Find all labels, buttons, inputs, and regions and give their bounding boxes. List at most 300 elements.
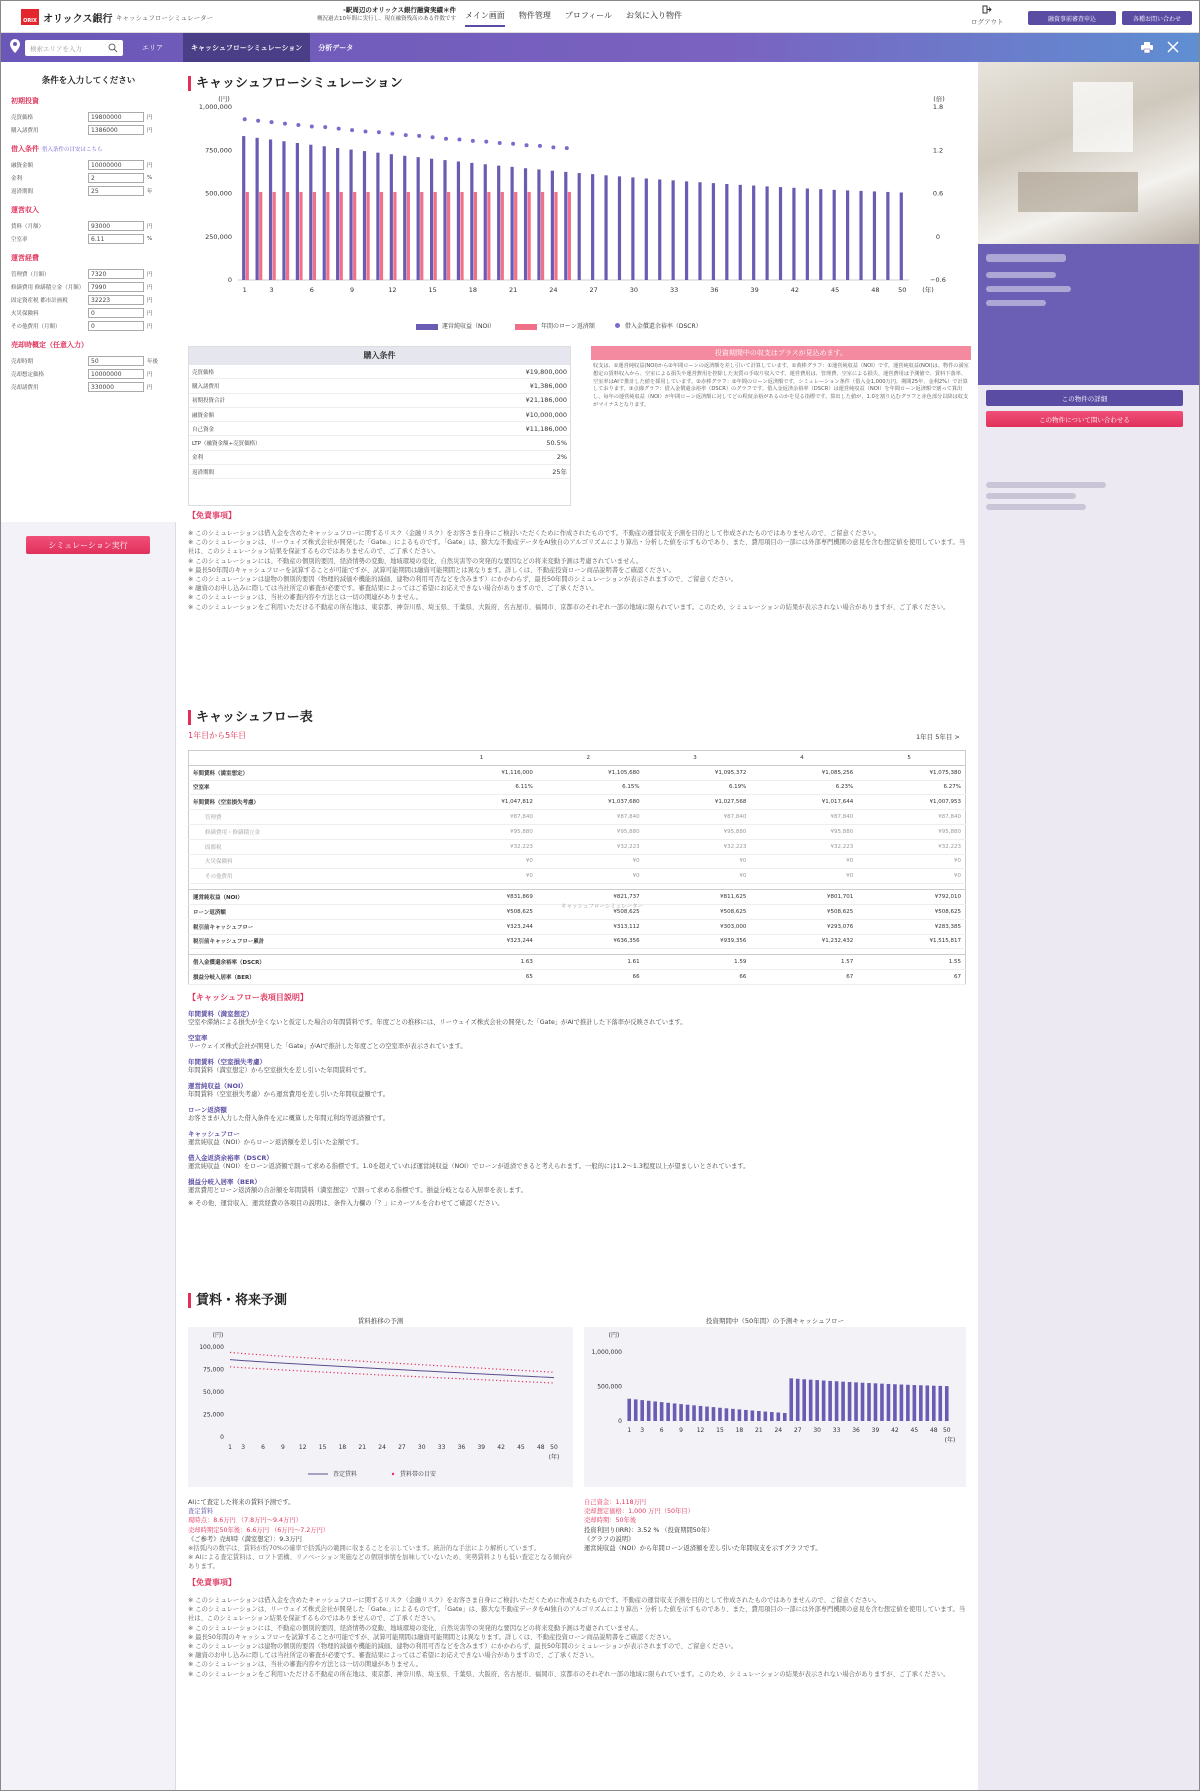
form-section-label: 運営収入 <box>11 206 39 214</box>
rent-x-unit: (年) <box>548 1454 560 1461</box>
orix-logo-mark: ORIX <box>21 9 39 25</box>
noi-bar <box>551 171 554 280</box>
rent-text-1: 査定賃料 <box>188 1508 214 1516</box>
cf50-bar <box>848 1382 852 1421</box>
tab-analysis-data[interactable]: 分析データ <box>318 44 354 52</box>
y2-tick-label: 0.6 <box>932 189 944 198</box>
noi-bar <box>564 172 567 280</box>
form-row <box>11 171 166 184</box>
tab-cashflow-sim[interactable]: キャッシュフローシミュレーション <box>183 33 310 62</box>
rent-text-6: ※ AIによる査定賃料は、ロフト需構、リノベーション実施などの個別事情を加味していないため、実勢賃料よりも低い査定となる傾向があります。 <box>188 1554 572 1571</box>
x-tick-label: 50 <box>898 286 907 294</box>
rent-x-tick: 30 <box>417 1444 426 1451</box>
cf50-bar <box>926 1385 930 1421</box>
dscr-point <box>323 125 327 129</box>
form-row-input[interactable]: 7990 <box>88 282 144 292</box>
cf-header-row <box>189 751 966 766</box>
form-row-input[interactable]: 25 <box>88 186 144 196</box>
dscr-point <box>377 130 381 134</box>
y-tick-label: 750,000 <box>205 146 232 155</box>
search-placeholder: 検索エリアを入力 <box>30 45 82 53</box>
cf50-x-tick: 6 <box>659 1427 664 1434</box>
loan-bar <box>407 192 410 280</box>
cf50-text-5: 運営純収益（NOI）から年間ローン返済額を差し引いた年間収支を示すグラフです。 <box>584 1545 822 1553</box>
cf-table-row <box>189 970 966 985</box>
legend-loan-label: 年間のローン返済額 <box>540 323 595 330</box>
blur-line <box>986 272 1056 278</box>
cf-cell: 66 <box>644 970 751 985</box>
cf-cell: 1.55 <box>857 955 965 970</box>
cf-cell: ¥831,869 <box>430 890 537 905</box>
close-icon[interactable] <box>1166 40 1180 54</box>
form-section-title <box>11 253 166 263</box>
loan-bar <box>434 192 437 280</box>
property-photo[interactable] <box>978 62 1200 244</box>
photo-window <box>1073 82 1133 152</box>
disclaimer-item: ※ このシミュレーションには、不動産の個別的要因、経済情勢の変動、地域環境の変化、自然災害等の突発的な要因などの将来変動予測は考慮されていません。 <box>188 557 643 565</box>
dscr-point <box>363 130 367 134</box>
y2-tick-label: 0 <box>935 232 941 241</box>
legend-loan <box>515 321 595 330</box>
form-row-input[interactable]: 93000 <box>88 221 144 231</box>
noi-bar <box>349 150 352 280</box>
cf50-x-tick: 27 <box>793 1427 802 1434</box>
blur-line <box>986 482 1106 488</box>
form-row-input[interactable]: 1386000 <box>88 125 144 135</box>
noi-bar <box>457 161 460 280</box>
noi-bar <box>537 169 540 280</box>
y2-tick-label: 1.2 <box>932 146 944 155</box>
dscr-point <box>538 144 542 148</box>
dscr-point <box>390 132 394 136</box>
y-tick-label: 500,000 <box>205 189 232 198</box>
purchase-conditions-box <box>188 346 571 506</box>
cf-table-row <box>189 955 966 970</box>
cf-cell: ¥1,047,812 <box>430 795 537 810</box>
property-detail-button[interactable] <box>986 390 1183 406</box>
expl-text: 運営費用とローン返済額の合計額を年間賃料（満室想定）で割って求める指標です。損益分岐となる入居率を表します。 <box>188 1187 527 1194</box>
logout-label: ログアウト <box>971 18 1004 26</box>
cf-cell: ¥792,010 <box>857 890 965 905</box>
cf-table-row <box>189 780 966 795</box>
disclaimer-item: ※ このシミュレーションは借入金を含めたキャッシュフローに関するリスク（金融リスク）をお客さま自身にご検討いただくために作成されたものです。不動産の運営収支予測を目的として作成されたものではありませんので、ご留意ください。 <box>188 530 881 537</box>
noi-bar <box>752 186 755 280</box>
cf-cell: ¥87,840 <box>750 810 857 825</box>
cf-cell: ¥0 <box>644 869 751 884</box>
inquiry-label: 各種お問い合わせ <box>1132 15 1181 23</box>
location-pin-icon <box>9 39 21 53</box>
loan-bar <box>420 192 423 280</box>
cf-cell: 1.63 <box>430 955 537 970</box>
cf-range: 1年目から5年目 <box>188 731 247 740</box>
noi-bar <box>846 190 849 280</box>
purchase-conditions-title: 購入条件 <box>189 347 570 365</box>
cf-cell: ¥508,625 <box>537 904 644 919</box>
rent-text-3: 売却時期定50年後：6.6万円 （6万円〜7.2万円） <box>188 1526 330 1534</box>
form-sections <box>11 96 166 393</box>
property-contact-button[interactable] <box>986 411 1183 427</box>
cf-paging[interactable]: 1年目 5年目 > <box>916 733 960 741</box>
form-title: 条件を入力してください <box>41 76 136 86</box>
cf50-bar <box>744 1410 748 1421</box>
loan-bar <box>528 192 531 280</box>
rent-x-tick: 21 <box>358 1444 367 1451</box>
investment-summary-headline: 投資期間中の収支はプラスが見込めます。 <box>591 346 971 360</box>
cf50-bar <box>686 1405 690 1421</box>
cf50-bar <box>718 1408 722 1421</box>
logout-button[interactable] <box>971 5 1004 27</box>
condition-row <box>189 365 570 379</box>
cf-cell: ¥508,625 <box>857 904 965 919</box>
noi-bar <box>336 148 339 280</box>
form-row <box>11 219 166 232</box>
cf50-x-tick: 39 <box>871 1427 880 1434</box>
form-row-input[interactable]: 32223 <box>88 295 144 305</box>
loan-bar <box>326 192 329 280</box>
noi-bar <box>256 138 259 280</box>
cf-cell: ¥32,223 <box>857 839 965 854</box>
form-row-label: 売買価格 <box>11 114 34 121</box>
detail-label: この物件の詳細 <box>1061 394 1108 403</box>
expl-text: 運営純収益（NOI）からローン返済額を差し引いた金額です。 <box>188 1139 363 1146</box>
cf-header-blank <box>189 751 431 766</box>
cf50-bar <box>666 1403 670 1421</box>
prescreen-apply-button[interactable] <box>1028 11 1116 25</box>
form-row-unit: 円 <box>147 223 153 230</box>
form-row <box>11 158 166 171</box>
y-tick-label: 250,000 <box>205 232 232 241</box>
cf50-bar <box>692 1405 696 1421</box>
cashflow-chart-legend <box>416 321 702 330</box>
cf50-bar <box>783 1413 787 1421</box>
form-row-label: 賃料（月額） <box>11 223 45 230</box>
legend-noi <box>416 321 495 330</box>
cf-cell: ¥1,007,953 <box>857 795 965 810</box>
legend-dscr <box>615 321 702 330</box>
prescreen-label: 融資事前審査申込 <box>1047 15 1096 23</box>
cf-cell: ¥95,880 <box>857 824 965 839</box>
condition-row <box>189 394 570 408</box>
logout-icon <box>982 5 992 14</box>
cf50-text-2: 売却時期：50年後 <box>584 1517 637 1525</box>
cf50-bar <box>835 1381 839 1421</box>
cf-cell: ¥32,223 <box>644 839 751 854</box>
form-row-label: 売却諸費用 <box>11 384 39 391</box>
noi-bar <box>685 181 688 280</box>
investment-summary-text: 収支は、①運営純収益(NOI)から②年間ローンの返済額を差し引いて計算しています。①黄棒グラフ：①運営純収益（NOI）です。運営純収益(NOI)は、物件の満室想定の賃料収入から、空室による損失や運営費用を控除した実質の手取り収入です。運営費用は、管理費、空室による損失、運営費用は予測値で、賃料下落率、空室率はAIで推計した値を採用しています。②赤棒グラフ：②年間のローン返済額です。シミュレーション条件（借入金1,000万円、期間25年、金利2%）で計算しております。③点線グラフ：借入金償還余裕率（DSCR）のグラフです。借入金返済余裕率（DSCR）は運営純収益（NOI）を年間ローン返済額で割って算出し、毎年の運営純収益（NOI）が年間ローン返済額に対してどの程度余裕があるのかを見る指標です。算出した値が、1.0を割り込むグラフと赤色部分以降は収支がマイナスとなります。 <box>593 363 969 408</box>
noi-bar <box>618 176 621 280</box>
noi-bar <box>698 182 701 280</box>
loan-bar <box>487 192 490 280</box>
cf-row-label: 修繕費用・修繕積立金 <box>189 824 431 839</box>
form-row-input[interactable]: 10000000 <box>88 369 144 379</box>
condition-panel <box>1 62 176 1791</box>
loan-bar <box>246 192 249 280</box>
noi-bar <box>712 183 715 280</box>
form-row <box>11 354 166 367</box>
cf50-x-tick: 45 <box>910 1427 919 1434</box>
expl-heading: 借入金返済余裕率（DSCR） <box>188 1154 273 1162</box>
cf50-bar <box>705 1407 709 1421</box>
expl-heading: 空室率 <box>188 1034 208 1042</box>
condition-row <box>189 408 570 422</box>
form-row-label: 固定資産税 都市計画税 <box>11 297 68 304</box>
cf50-y-tick: 1,000,000 <box>591 1349 622 1356</box>
area-selector[interactable]: エリア <box>142 44 163 52</box>
cf50-text-0: 自己資金：1,118万円 <box>584 1499 647 1506</box>
cf50-bar <box>776 1413 780 1421</box>
cf50-bar <box>938 1386 942 1421</box>
cashflow-chart <box>176 96 978 311</box>
condition-value: ¥19,800,000 <box>525 367 567 376</box>
x-tick-label: 18 <box>468 286 477 294</box>
property-sidebar <box>978 62 1200 1791</box>
cf-cell: ¥323,244 <box>430 934 537 949</box>
x-tick-label: 15 <box>428 286 437 294</box>
cf50-bar <box>822 1380 826 1421</box>
form-row-label: 売却想定価格 <box>11 371 45 378</box>
cf50-x-tick: 24 <box>774 1427 783 1434</box>
form-row-label: 購入諸費用 <box>11 127 39 134</box>
form-row-input[interactable]: 330000 <box>88 382 144 392</box>
form-section-title <box>11 96 166 106</box>
rent-x-tick: 36 <box>457 1444 466 1451</box>
cf-table-row <box>189 839 966 854</box>
form-row-input[interactable]: 2 <box>88 173 144 183</box>
loan-bar <box>286 192 289 280</box>
form-row-unit: 年後 <box>147 358 159 365</box>
form-section-note-link[interactable]: 借入条件の目安はこちら <box>42 147 103 153</box>
cf-year-header: 4 <box>750 751 857 766</box>
section-title-cf-table: キャッシュフロー表 <box>188 710 313 725</box>
investment-summary <box>591 346 971 410</box>
dscr-point <box>457 137 461 141</box>
noi-bar <box>309 145 312 280</box>
cf-cell: 67 <box>750 970 857 985</box>
noi-bar <box>886 192 889 280</box>
loan-bar <box>541 192 544 280</box>
nav-property[interactable]: 物件管理 <box>518 11 551 20</box>
cf50-bar <box>854 1382 858 1421</box>
disclaimer-title: 【免責事項】 <box>188 511 236 520</box>
form-row-label: その他費用（月額） <box>11 323 61 330</box>
cf50-x-tick: 12 <box>696 1427 705 1434</box>
nav-favorites[interactable]: お気に入り物件 <box>626 11 683 20</box>
cf50-bar <box>867 1383 871 1421</box>
noi-bar <box>430 159 433 280</box>
y2-tick-label: −0.6 <box>930 276 946 284</box>
x-axis-unit: (年) <box>922 286 934 294</box>
loan-bar <box>474 192 477 280</box>
tab-bar <box>183 33 361 62</box>
noi-bar <box>833 190 836 280</box>
cf50-bar <box>796 1379 800 1421</box>
noi-bar <box>524 168 527 280</box>
rent-y-tick: 25,000 <box>203 1411 224 1419</box>
form-row-input[interactable]: 10000000 <box>88 160 144 170</box>
form-row-input[interactable]: 0 <box>88 321 144 331</box>
rent-x-tick: 15 <box>318 1444 327 1451</box>
cf-cell: 6.23% <box>750 780 857 795</box>
cf50-x-unit: (年) <box>944 1437 956 1444</box>
x-tick-label: 27 <box>589 286 598 294</box>
cf50-x-tick: 3 <box>640 1427 645 1434</box>
form-row-input[interactable]: 7320 <box>88 269 144 279</box>
form-section-label: 借入条件 <box>11 145 39 153</box>
cf-cell: ¥313,112 <box>537 919 644 934</box>
cf50-bar <box>841 1382 845 1421</box>
rent-chart-title: 賃料推移の予測 <box>357 1317 404 1325</box>
condition-label: LTP（融資金額÷売買価格） <box>192 441 261 448</box>
rent-y-tick: 0 <box>220 1434 224 1441</box>
cf50-x-tick: 42 <box>891 1427 899 1434</box>
noi-bar <box>390 154 393 280</box>
cf-cell: ¥1,232,432 <box>750 934 857 949</box>
cf-explanation-title: 【キャッシュフロー表項目説明】 <box>188 993 308 1002</box>
x-tick-label: 30 <box>629 286 639 294</box>
form-row-label: 売却時期 <box>11 358 34 365</box>
notice-title: -駅周辺のオリックス銀行融資実績＊件 <box>343 6 456 14</box>
cf-cell: ¥1,105,680 <box>537 765 644 780</box>
cf-cell: ¥1,027,568 <box>644 795 751 810</box>
cf-row-label: 借入金償還余裕率（DSCR） <box>189 955 431 970</box>
cf-cell: 67 <box>857 970 965 985</box>
noi-bar <box>417 157 420 280</box>
disclaimer-list-2 <box>188 1596 968 1679</box>
cf-cell: ¥303,000 <box>644 919 751 934</box>
noi-bar <box>779 187 782 280</box>
expl-heading: 運営純収益（NOI） <box>188 1082 247 1090</box>
rent-x-tick: 33 <box>437 1444 446 1451</box>
cf-row-label: 固都税 <box>189 839 431 854</box>
cf-cell: 1.61 <box>537 955 644 970</box>
cf-cell: ¥0 <box>857 869 965 884</box>
condition-label: 自己資金 <box>192 426 215 433</box>
cf-table-row <box>189 810 966 825</box>
rent-x-tick: 39 <box>477 1444 486 1451</box>
cf-row-label: 空室率 <box>189 780 431 795</box>
cf50-y-tick: 500,000 <box>597 1383 622 1391</box>
cf-table-row <box>189 919 966 934</box>
condition-value: 2% <box>556 453 567 462</box>
noi-bar <box>296 143 299 280</box>
cf-row-label: 税引前キャッシュフロー <box>189 919 431 934</box>
cf-cell: ¥95,880 <box>537 824 644 839</box>
cf-cell: ¥87,840 <box>430 810 537 825</box>
rent-x-tick: 1 <box>228 1444 232 1451</box>
loan-bar <box>380 192 383 280</box>
loan-bar <box>259 192 262 280</box>
bank-logo[interactable] <box>21 9 113 25</box>
run-simulation-button[interactable] <box>26 536 150 554</box>
form-row <box>11 232 166 245</box>
expl-heading: 年間賃料（空室損失考慮） <box>188 1058 266 1066</box>
cf-row-label: 損益分岐入居率（BER） <box>189 970 431 985</box>
noi-bar <box>269 140 272 280</box>
cf-cell: ¥32,223 <box>537 839 644 854</box>
sub-toolbar <box>1 33 1200 62</box>
cf50-bar <box>738 1409 742 1421</box>
cf-cell: ¥0 <box>537 869 644 884</box>
form-row-input[interactable]: 0 <box>88 308 144 318</box>
cf-cell: 1.57 <box>750 955 857 970</box>
cf-cell: ¥1,037,680 <box>537 795 644 810</box>
condition-form <box>1 62 176 522</box>
form-row-unit: % <box>147 174 153 181</box>
blur-line <box>986 493 1076 499</box>
form-section-label: 売却時概定（任意入力） <box>11 341 88 349</box>
noi-bar <box>403 156 406 280</box>
cf-table-row <box>189 869 966 884</box>
cf50-x-tick: 21 <box>755 1427 763 1434</box>
loan-record-notice <box>301 6 456 23</box>
x-tick-label: 39 <box>750 286 759 294</box>
cf-cell: ¥95,880 <box>644 824 751 839</box>
form-row-input[interactable]: 19800000 <box>88 112 144 122</box>
cf-year-header: 2 <box>537 751 644 766</box>
form-row-input[interactable]: 6.11 <box>88 234 144 244</box>
y-tick-label: 0 <box>227 276 232 284</box>
cf50-bar <box>757 1411 761 1421</box>
search-icon[interactable] <box>108 43 118 53</box>
cf50-bar <box>874 1383 878 1421</box>
noi-bar <box>873 191 876 280</box>
cf-cell: ¥95,880 <box>430 824 537 839</box>
condition-row <box>189 379 570 393</box>
print-icon[interactable] <box>1141 42 1153 53</box>
cf50-bar <box>913 1385 917 1421</box>
form-row-input[interactable]: 50 <box>88 356 144 366</box>
rent-x-tick: 48 <box>536 1444 545 1451</box>
noi-bar <box>323 146 326 280</box>
dscr-point <box>243 117 247 121</box>
dscr-point <box>283 122 287 126</box>
nav-profile[interactable]: プロフィール <box>564 11 613 20</box>
rent-x-tick: 42 <box>497 1444 505 1451</box>
cf-cell: ¥1,095,372 <box>644 765 751 780</box>
form-row-label: 融資金額 <box>11 162 34 169</box>
noi-bar <box>591 174 594 280</box>
rent-x-tick: 24 <box>378 1444 386 1451</box>
bank-name: オリックス銀行 <box>43 13 113 25</box>
form-row <box>11 267 166 280</box>
cf-cell: ¥32,223 <box>750 839 857 854</box>
dscr-point <box>350 128 354 132</box>
disclaimer-item: ※ このシミュレーションは、リーウェイズ株式会社が開発した「Gate.」によるものです。「Gate」は、膨大な不動産データをAI独自のアルゴリズムにより算出・分析した値を示すものであり、また、費用項目の一部には外部専門機関の意見を含む想定値を使用しています。当社は、このシミュレーション結果を保証するものではありませんので、ご了承ください。 <box>188 539 966 556</box>
disclaimer-item: ※ 融資のお申し込みに際しては当社所定の審査が必要です。審査結果によってはご希望にお応えできない場合がありますので、ご了承ください。 <box>188 585 598 593</box>
purchase-conditions-rows <box>189 365 570 479</box>
contact-label: この物件について問い合わせる <box>1039 415 1130 424</box>
form-row-unit: % <box>147 235 153 242</box>
rent-forecast-chart <box>188 1327 573 1487</box>
rent-x-tick: 18 <box>338 1444 347 1451</box>
nav-main[interactable]: メイン画面 <box>465 10 505 27</box>
cf-cell: ¥636,356 <box>537 934 644 949</box>
cf50-x-tick: 1 <box>627 1427 632 1434</box>
x-tick-label: 33 <box>670 286 679 294</box>
notice-sub: 概況過去10年間に実行し、現在融資残高のある件数です <box>316 16 456 22</box>
blur-line <box>986 286 1071 292</box>
cf50-bar <box>712 1407 716 1421</box>
x-tick-label: 3 <box>269 286 274 294</box>
cf-cell: ¥508,625 <box>750 904 857 919</box>
dscr-point <box>498 141 502 145</box>
inquiry-button[interactable] <box>1122 11 1192 25</box>
form-row <box>11 319 166 332</box>
disclaimer-1 <box>188 510 968 612</box>
disclaimer-item: ※ このシミュレーションをご利用いただける不動産の所在地は、東京都、神奈川県、埼玉県、千葉県、大阪府、名古屋市、福岡市、京都市のそれぞれ一部の地域に限られています。このため、シミュレーションの結果が表示されない場合がありますが、ご了承ください。 <box>188 1670 950 1678</box>
form-row-label: 金利 <box>11 175 23 182</box>
